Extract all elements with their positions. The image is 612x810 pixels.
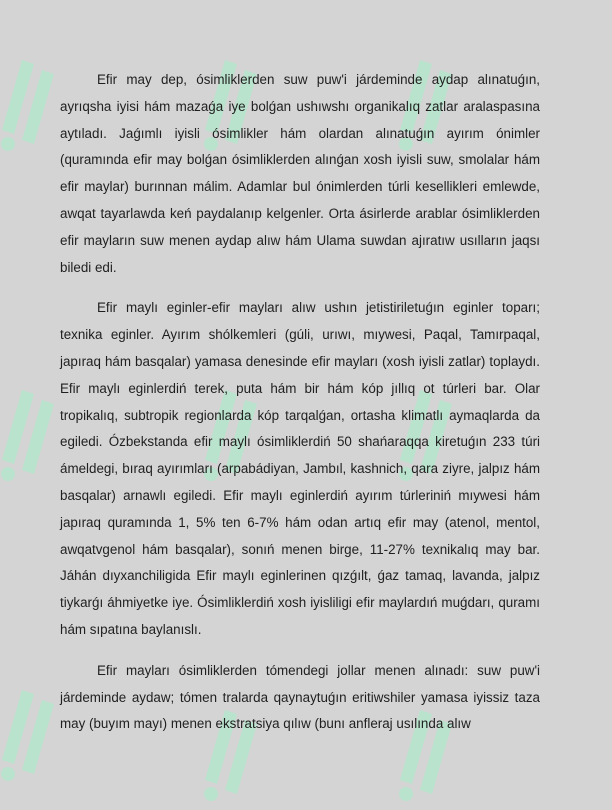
paragraph-1: Efir may dep, ósimliklerden suw puw'i járdeminde aydap alınatuǵın, ayrıqsha iyisi hám mazaǵa iye bolǵan ushıwshı organikalıq zatlar aralaspasına aytıladı. Jaǵımlı iyisli ósimlikler hám olardan alınatuǵın ayırım ónimler (quramında efir may bolǵan ósimliklerden alınǵan xosh iyisli suw, smolalar hám efir maylar) burınnan málim. Adamlar bul ónimlerden túrli kesellikleri emlewde, awqat tayarlawda keń paydalanıp kelgenler. Orta ásirlerde arablar ósimliklerden efir mayların suw menen aydap alıw hám Ulama suwdan ajıratıw usılların jaqsı biledi edi. — [60, 72, 540, 275]
watermark-icon — [0, 670, 62, 790]
watermark-icon — [0, 370, 62, 490]
paragraph-2: Efir maylı eginler-efir mayları alıw ushın jetistiriletuǵın eginler toparı; texnika eginler. Ayırım shólkemleri (gúli, urıwı, mıywesi, Paqal, Tamırpaqal, japıraq hám basqalar) yamasa denesinde efir mayları (xosh iyisli zatlar) toplaydı. Efir maylı eginlerdiń terek, puta hám bir hám kóp jıllıq ot túrleri bar. Olar tropikalıq, subtropik regionlarda kóp tarqalǵan, ortasha klimatlı aymaqlarda da egiledi. Ózbekstanda efir maylı ósimliklerdiń 50 shańaraqqa kiretuǵın 233 túri ámeldegi, bıraq ayırımları (arpabádiyan, Jambıl, kashnich, qara ziyre, jalpız hám basqalar) arnawlı egiledi. Efir maylı eginlerdiń ayırım túrleriniń mıywesi hám japıraq quramında 1, 5% ten 6-7% hám odan artıq efir may (atenol, mentol, awqatvgenol hám basqalar), sonıń menen birge, 11-27% texnikalıq may bar. Jáhán dıyxanchiligida Efir maylı eginlerinen qızǵılt, ǵaz tamaq, lavanda, jalpız tiykarǵı áhmiyetke iye. Ósimliklerdiń xosh iyisliligi efir maylardıń muǵdarı, quramı hám sıpatına baylanıslı. — [60, 300, 540, 637]
watermark-icon — [0, 40, 62, 160]
paragraph-3: Efir mayları ósimliklerden tómendegi jollar menen alınadı: suw puw'i járdeminde aydaw; tómen tralarda qaynaytuǵın eritiwshiler yamasa iyissiz taza may (buyım mayı) menen ekstratsiya qılıw (bunı anfleraj usılında alıw — [60, 662, 540, 732]
document-body — [60, 67, 540, 738]
